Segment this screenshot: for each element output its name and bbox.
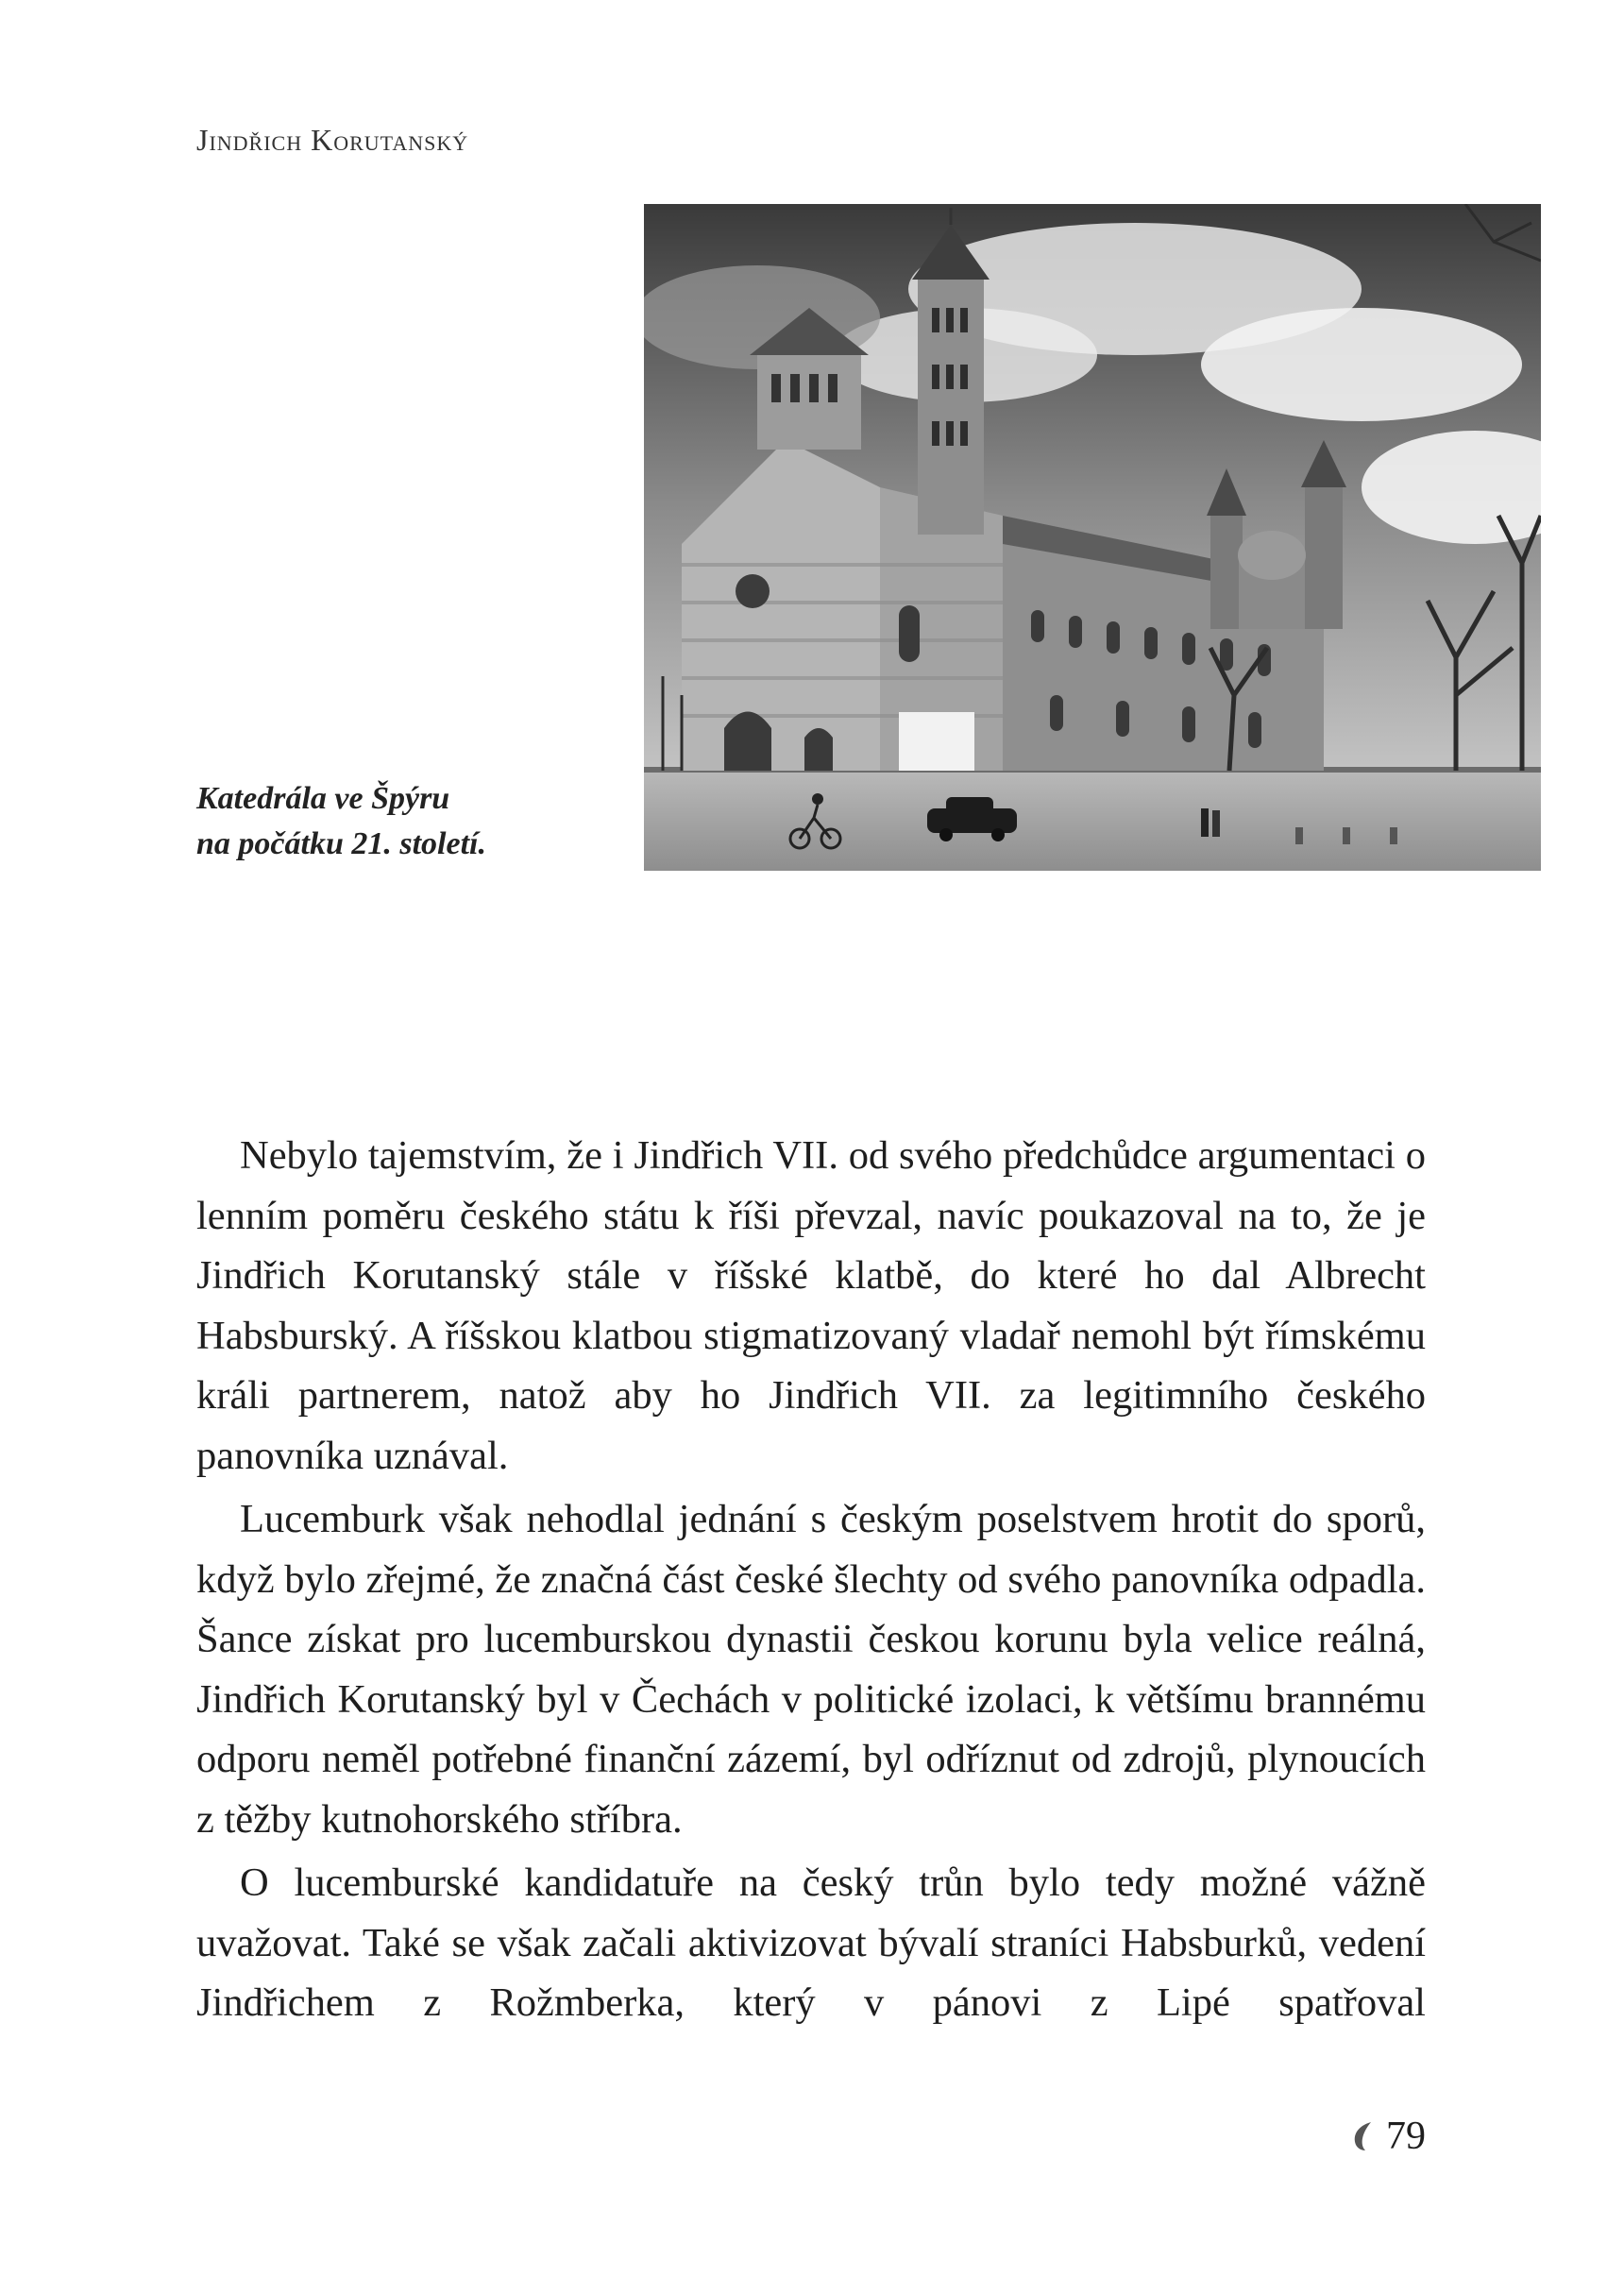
paragraph: Lucemburk však nehodlal jednání s českým poselstvem hrotit do sporů, když bylo zřejmé, že značná část české šlechty od svého panovníka odpadla. Šance získat pro lucemburskou dynastii českou korunu byla velice reálná, Jindřich Korutanský byl v Čechách v politické izolaci, k většímu brannému odporu neměl potřebné finanční zázemí, byl odříznut od zdrojů, plynoucích z těžby kutnohorského stříbra. bbox=[196, 1497, 1426, 1842]
body-text bbox=[196, 1126, 1426, 2037]
cathedral-illustration bbox=[644, 204, 1541, 871]
photo-caption bbox=[196, 776, 612, 867]
running-header: Jindřich Korutanský bbox=[196, 123, 469, 157]
caption-line: Katedrála ve Špýru bbox=[196, 781, 450, 816]
page-number: 79 bbox=[1386, 2115, 1426, 2158]
page-footer bbox=[1331, 2108, 1426, 2165]
leaf-ornament-icon bbox=[1350, 2120, 1375, 2152]
paragraph: O lucemburské kandidatuře na český trůn bylo tedy možné vážně uvažovat. Také se však začali aktivizovat bývalí straníci Habsburků, vedení Jindřichem z Rožmberka, který v pánovi z Lipé spatřoval bbox=[196, 1861, 1426, 2025]
cathedral-photo bbox=[644, 204, 1541, 871]
paragraph: Nebylo tajemstvím, že i Jindřich VII. od svého předchůdce argumentaci o lenním poměru českého státu k říši převzal, navíc poukazoval na to, že je Jindřich Korutanský stále v říšské klatbě, do které ho dal Albrecht Habsburský. A říšskou klatbou stigmatizovaný vladař nemohl být římskému králi partnerem, natož aby ho Jindřich VII. za legitimního českého panovníka uznával. bbox=[196, 1133, 1426, 1478]
caption-line: na počátku 21. století. bbox=[196, 826, 486, 861]
